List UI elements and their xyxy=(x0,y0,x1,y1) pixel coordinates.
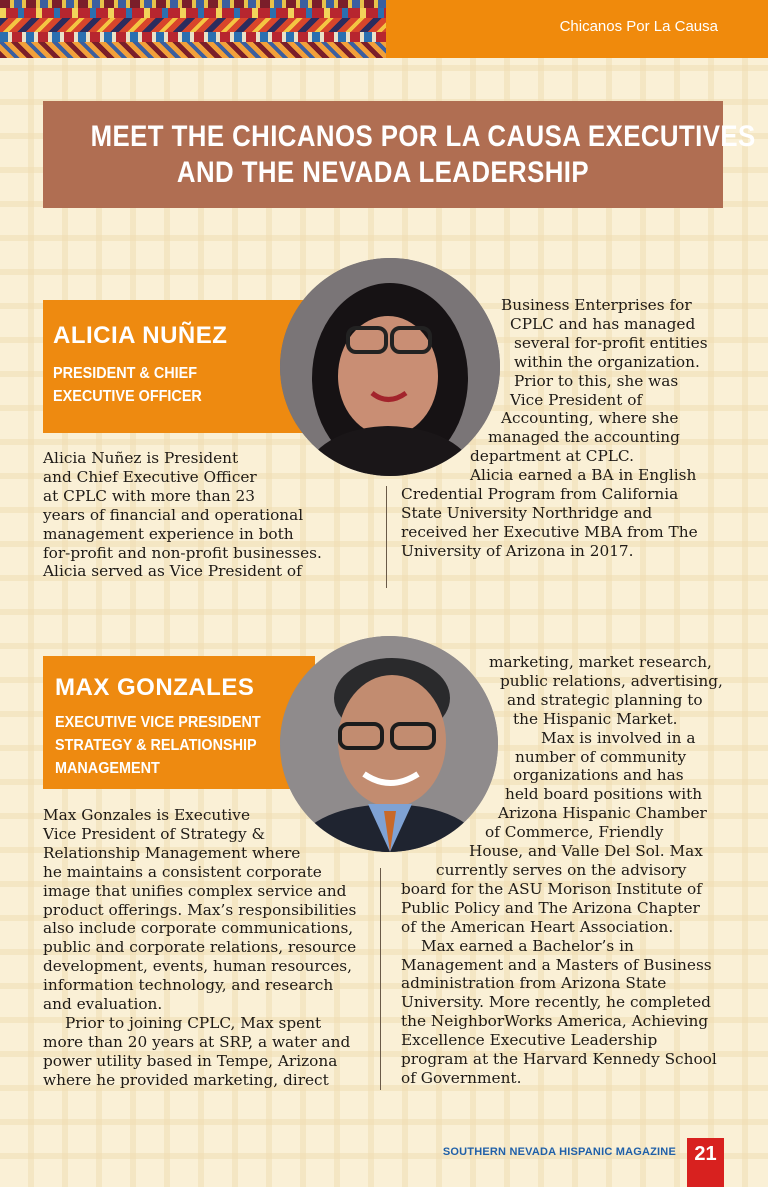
text-line: CPLC and has managed xyxy=(510,314,696,333)
text-line: Max Gonzales is Executive xyxy=(43,806,250,824)
text-line: Vice President of Strategy & xyxy=(43,824,266,843)
profile-name: ALICIA NUÑEZ xyxy=(53,322,228,349)
text-line: development, events, human resources, xyxy=(43,957,353,976)
profile-text-left-alicia xyxy=(43,449,322,581)
top-bar xyxy=(0,0,768,58)
text-line: Alicia served as Vice President of xyxy=(43,562,302,581)
text-line: board for the ASU Morison Institute of xyxy=(401,879,702,898)
text-line: University of Arizona in 2017. xyxy=(401,541,634,560)
profile-name: MAX GONZALES xyxy=(55,674,255,701)
column-divider xyxy=(380,868,381,1090)
profile-name-box-max xyxy=(43,656,315,789)
profile-role xyxy=(53,362,202,408)
publication-header: Chicanos Por La Causa xyxy=(559,18,718,35)
text-line: information technology, and research xyxy=(43,976,334,995)
text-line: and Chief Executive Officer xyxy=(43,467,257,486)
text-line: management experience in both xyxy=(43,524,294,543)
role-line: EXECUTIVE OFFICER xyxy=(53,388,202,405)
profile-text-left-max xyxy=(43,806,356,1090)
profile-text-right-max xyxy=(401,653,723,1088)
role-line: MANAGEMENT xyxy=(55,760,160,777)
text-line: public and corporate relations, resource xyxy=(43,938,357,957)
text-line: received her Executive MBA from The xyxy=(401,522,698,541)
text-line: managed the accounting xyxy=(488,428,680,447)
text-line: number of community xyxy=(515,747,687,766)
text-line: and evaluation. xyxy=(43,995,163,1014)
text-line: State University Northridge and xyxy=(401,503,653,522)
text-line: Arizona Hispanic Chamber xyxy=(498,804,707,823)
text-line: Max is involved in a xyxy=(541,728,696,747)
text-line: more than 20 years at SRP, a water and xyxy=(43,1032,351,1051)
textile-pattern-image xyxy=(0,0,386,58)
text-line: Alicia Nuñez is President xyxy=(43,449,239,467)
text-line: he maintains a consistent corporate xyxy=(43,862,322,881)
text-line: of Government. xyxy=(401,1068,522,1087)
text-line: Relationship Management where xyxy=(43,843,301,862)
profile-name-box-alicia xyxy=(43,300,313,433)
text-line: image that unifies complex service and xyxy=(43,881,347,900)
page-number: 21 xyxy=(687,1138,724,1187)
role-line: EXECUTIVE VICE PRESIDENT xyxy=(55,714,261,731)
text-line: years of financial and operational xyxy=(43,505,304,524)
text-line: Credential Program from California xyxy=(401,485,679,504)
text-line: of Commerce, Friendly xyxy=(485,823,664,842)
text-line: and strategic planning to xyxy=(507,690,703,709)
headline xyxy=(90,119,756,191)
text-line: department at CPLC. xyxy=(470,447,634,466)
text-line: also include corporate communications, xyxy=(43,919,354,938)
role-line: STRATEGY & RELATIONSHIP xyxy=(55,737,257,754)
headline-banner xyxy=(43,101,756,208)
text-line: where he provided marketing, direct xyxy=(43,1070,329,1089)
text-line: administration from Arizona State xyxy=(401,974,667,993)
text-line: House, and Valle Del Sol. Max xyxy=(469,842,703,861)
text-line: Public Policy and The Arizona Chapter xyxy=(401,898,700,917)
profile-role xyxy=(55,711,261,780)
text-line: marketing, market research, xyxy=(489,653,712,671)
text-line: Business Enterprises for xyxy=(501,296,692,314)
text-line: Prior to this, she was xyxy=(514,371,679,390)
text-line: Management and a Masters of Business xyxy=(401,955,712,974)
text-line: Prior to joining CPLC, Max spent xyxy=(65,1013,322,1032)
text-line: Vice President of xyxy=(510,390,643,409)
headline-line-2: AND THE NEVADA LEADERSHIP xyxy=(176,156,590,189)
text-line: Accounting, where she xyxy=(501,409,679,428)
magazine-footer-title: SOUTHERN NEVADA HISPANIC MAGAZINE xyxy=(442,1146,676,1158)
text-line: within the organization. xyxy=(514,352,700,371)
column-divider xyxy=(386,486,387,588)
text-line: Alicia earned a BA in English xyxy=(470,466,697,485)
text-line: for-profit and non-profit businesses. xyxy=(43,543,322,562)
text-line: program at the Harvard Kennedy School xyxy=(401,1050,717,1069)
text-line: organizations and has xyxy=(513,766,684,785)
text-line: the Hispanic Market. xyxy=(513,709,678,728)
text-line: the NeighborWorks America, Achieving xyxy=(401,1012,709,1031)
text-line: currently serves on the advisory xyxy=(436,860,687,879)
text-line: public relations, advertising, xyxy=(500,671,723,690)
text-line: held board positions with xyxy=(505,785,703,804)
text-line: product offerings. Max’s responsibilities xyxy=(43,900,357,919)
text-line: University. More recently, he completed xyxy=(401,993,711,1012)
text-line: of the American Heart Association. xyxy=(401,917,674,936)
profile-text-right-alicia xyxy=(401,296,708,561)
text-line: Max earned a Bachelor’s in xyxy=(421,936,634,955)
text-line: power utility based in Tempe, Arizona xyxy=(43,1051,338,1070)
text-line: at CPLC with more than 23 xyxy=(43,486,255,505)
headline-line-1: MEET THE CHICANOS POR LA CAUSA EXECUTIVES xyxy=(90,120,756,153)
text-line: several for-profit entities xyxy=(514,333,708,352)
text-line: Excellence Executive Leadership xyxy=(401,1031,658,1050)
role-line: PRESIDENT & CHIEF xyxy=(53,365,198,382)
